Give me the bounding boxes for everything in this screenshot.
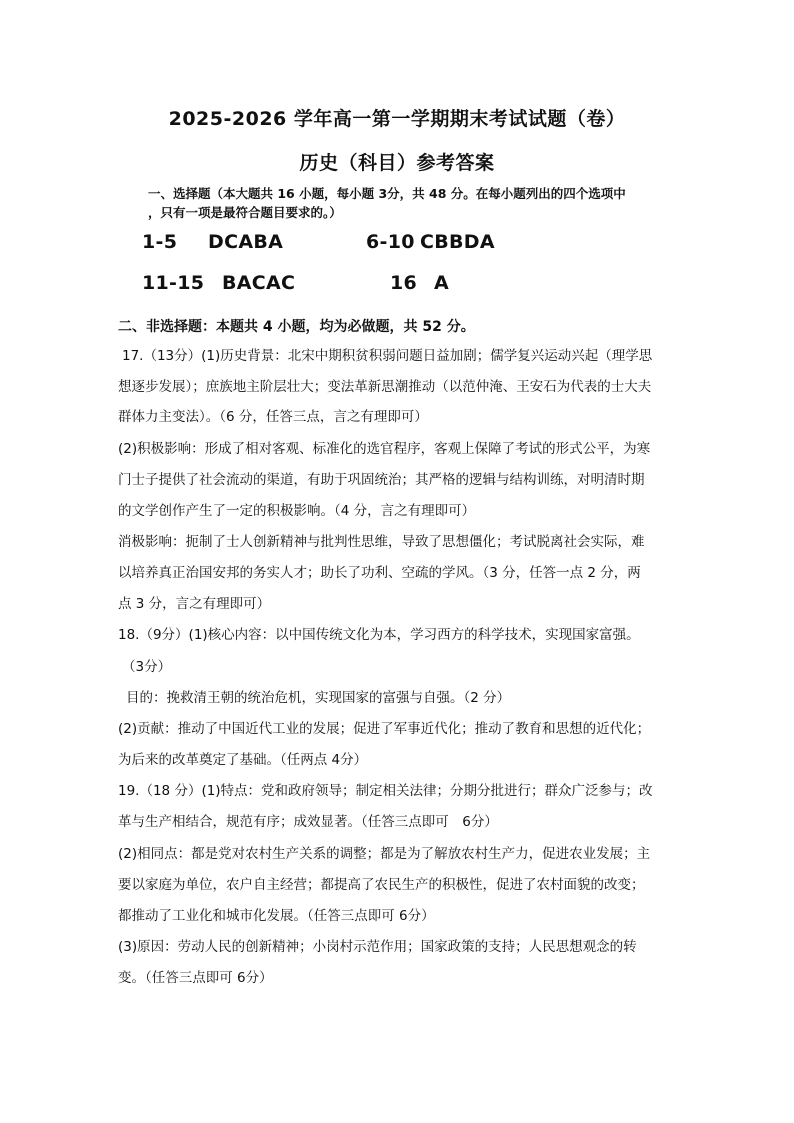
answer-line: 的文学创作产生了一定的积极影响。（4 分，言之有理即可）	[118, 503, 476, 519]
answer-letters: BACAC	[222, 272, 296, 294]
answer-range: 6-10	[366, 231, 415, 253]
part1-instructions-line: 一、选择题（本大题共 16 小题，每小题 3分，共 48 分。在每小题列出的四个选项中	[148, 186, 626, 201]
answer-line: 群体力主变法）。（6 分，任答三点，言之有理即可）	[118, 409, 428, 425]
part1-instructions-line: ，只有一项是最符合题目要求的。）	[148, 205, 342, 220]
document-title: 2025-2026 学年高一第一学期期末考试试题（卷）	[168, 108, 626, 130]
answer-line: (2)相同点：都是党对农村生产关系的调整；都是为了解放农村生产力，促进农业发展；主	[118, 846, 651, 862]
answer-letters: A	[434, 272, 450, 294]
answer-line: 19.（18 分）(1)特点：党和政府领导；制定相关法律；分期分批进行；群众广泛参与；改	[118, 783, 653, 799]
answer-line: 18.（9分）(1)核心内容：以中国传统文化为本，学习西方的科学技术，实现国家富强。	[118, 627, 640, 643]
part2-heading: 二、非选择题：本题共 4 小题，均为必做题，共 52 分。	[118, 319, 475, 335]
answer-line: 都推动了工业化和城市化发展。（任答三点即可 6分）	[118, 908, 435, 924]
answer-line: 革与生产相结合，规范有序；成效显著。（任答三点即可 6分）	[118, 814, 498, 830]
answer-line: 17.（13分）(1)历史背景：北宋中期积贫积弱问题日益加剧；儒学复兴运动兴起（理学思	[122, 348, 653, 364]
answer-line: (2)贡献：推动了中国近代工业的发展；促进了军事近代化；推动了教育和思想的近代化；	[118, 721, 651, 737]
answer-range: 11-15	[142, 272, 205, 294]
answer-line: 以培养真正治国安邦的务实人才；助长了功利、空疏的学风。（3 分，任答一点 2 分，两	[118, 565, 641, 581]
answer-line: 要以家庭为单位，农户自主经营；都提高了农民生产的积极性，促进了农村面貌的改变；	[118, 877, 645, 893]
answer-line: （3分）	[122, 659, 172, 675]
answer-range: 1-5	[142, 231, 178, 253]
answer-line: 想逐步发展）；庶族地主阶层壮大；变法革新思潮推动（以范仲淹、王安石为代表的士大夫	[118, 379, 652, 395]
answer-line: 点 3 分，言之有理即可）	[118, 596, 271, 612]
answer-range: 16	[390, 272, 418, 294]
answer-line: (2)积极影响：形成了相对客观、标准化的选官程序，客观上保障了考试的形式公平，为寒	[118, 441, 651, 457]
answer-line: 消极影响：扼制了士人创新精神与批判性思维，导致了思想僵化；考试脱离社会实际，难	[118, 534, 645, 550]
answer-line: (3)原因：劳动人民的创新精神；小岗村示范作用；国家政策的支持；人民思想观念的转	[118, 939, 637, 955]
answer-line: 目的：挽救清王朝的统治危机，实现国家的富强与自强。（2 分）	[126, 690, 511, 706]
document-subtitle: 历史（科目）参考答案	[299, 152, 495, 174]
answer-letters: DCABA	[208, 231, 284, 253]
answer-line: 变。（任答三点即可 6分）	[118, 970, 273, 986]
answer-line: 为后来的改革奠定了基础。（任两点 4分）	[118, 752, 368, 768]
answer-line: 门士子提供了社会流动的渠道，有助于巩固统治；其严格的逻辑与结构训练，对明清时期	[118, 472, 645, 488]
part1-instructions	[148, 184, 668, 222]
answer-letters: CBBDA	[420, 231, 495, 253]
